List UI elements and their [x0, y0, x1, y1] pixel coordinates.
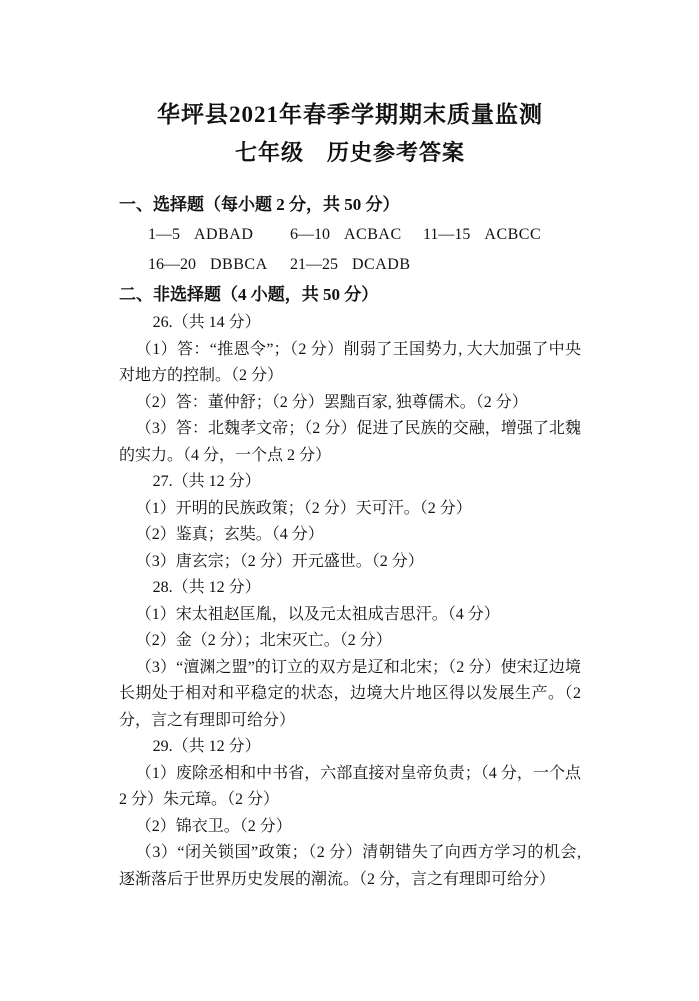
q28-answer-2: （2）金（2 分）；北宋灭亡。（2 分） [135, 632, 392, 649]
q28-answer-3: （3）“澶渊之盟”的订立的双方是辽和北宋；（2 分）使宋辽边境长期处于相对和平稳定的状态，边境大片地区得以发展生产。（2 分，言之有理即可给分） [119, 658, 581, 729]
q29-header: 29.（共 12 分） [152, 738, 261, 755]
q27-answer-1: （1）开明的民族政策；（2 分）天可汗。（2 分） [135, 499, 472, 517]
q27-header: 27.（共 12 分） [152, 473, 261, 490]
choice-group-1-5 [148, 220, 290, 250]
q28-header: 28.（共 12 分） [152, 579, 261, 596]
answers-body [119, 310, 581, 893]
q29-answer-2: （2）锦衣卫。（2 分） [135, 817, 292, 835]
choice-answers-row-1 [119, 220, 581, 250]
q27-answer-3: （3）唐玄宗；（2 分）开元盛世。（2 分） [135, 552, 424, 570]
choice-group-16-20 [148, 250, 290, 280]
q27-answer-2: （2）鉴真；玄奘。（4 分） [135, 526, 324, 543]
choice-answers-row-2 [119, 250, 581, 280]
choice-section-heading: 一、选择题（每小题 2 分，共 50 分） [119, 195, 400, 214]
non-choice-section-heading: 二、非选择题（4 小题，共 50 分） [119, 285, 379, 304]
q29-answer-3: （3）“闭关锁国”政策；（2 分）清朝错失了向西方学习的机会, 逐渐落后于世界历史发展的潮流。（2 分，言之有理即可给分） [119, 844, 581, 888]
doc-subtitle: 七年级 历史参考答案 [234, 140, 465, 165]
q26-answer-2: （2）答：董仲舒；（2 分）罢黜百家, 独尊儒术。（2 分） [135, 393, 528, 411]
choice-range: 21—25 [290, 256, 338, 273]
choice-group-21-25 [290, 250, 423, 280]
choice-range: 11—15 [423, 226, 471, 243]
choice-range: 6—10 [290, 226, 330, 243]
doc-title: 华坪县2021年春季学期期末质量监测 [157, 102, 543, 127]
q28-answer-1: （1）宋太祖赵匡胤，以及元太祖成吉思汗。（4 分） [135, 605, 500, 623]
choice-letters: ADBAD [194, 226, 254, 243]
choice-group-empty [423, 250, 581, 280]
q26-answer-1: （1）答：“推恩令”；（2 分）削弱了王国势力, 大大加强了中央对地方的控制。（2 分） [119, 340, 581, 384]
choice-letters: ACBCC [484, 226, 542, 243]
q26-header: 26.（共 14 分） [152, 314, 261, 331]
choice-letters: ACBAC [344, 226, 402, 243]
q29-answer-1: （1）废除丞相和中书省，六部直接对皇帝负责；（4 分，一个点 2 分）朱元璋。（2 分） [119, 764, 581, 808]
choice-group-6-10 [290, 220, 423, 250]
choice-letters: DCADB [352, 256, 411, 273]
document-content [119, 0, 581, 893]
choice-group-11-15 [423, 220, 581, 250]
choice-range: 1—5 [148, 226, 180, 243]
q26-answer-3: （3）答：北魏孝文帝；（2 分）促进了民族的交融，增强了北魏的实力。（4 分，一个点 2 分） [119, 420, 581, 464]
choice-range: 16—20 [148, 256, 196, 273]
choice-letters: DBBCA [210, 256, 268, 273]
